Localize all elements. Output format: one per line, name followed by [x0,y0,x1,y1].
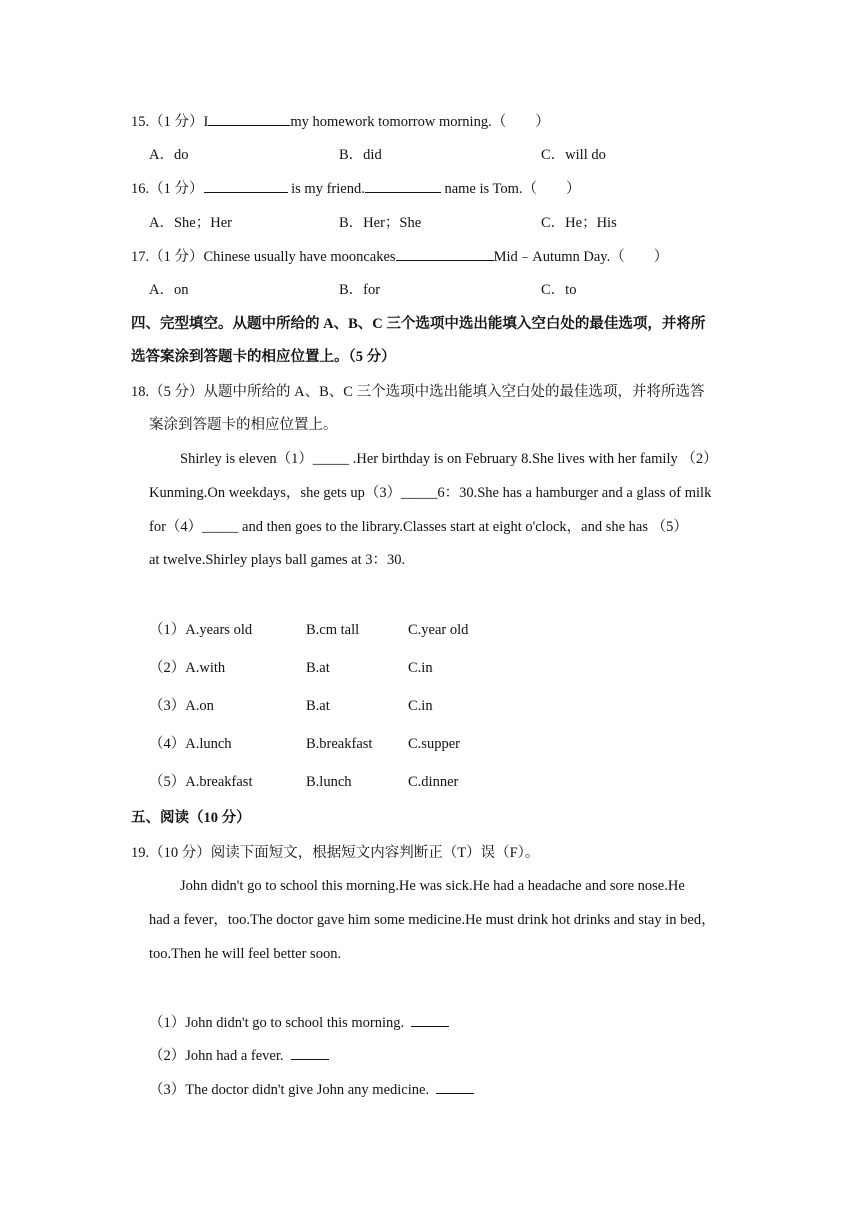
q19-statement-2-text: （2）John had a fever. [149,1048,284,1064]
q19-passage-line-1: John didn't go to school this morning.He was sick.He had a headache and sore nose.He [180,878,685,894]
q17-prefix: 17.（1 分）Chinese usually have mooncakes [131,249,396,265]
q19-passage-line-3: too.Then he will feel better soon. [149,946,342,962]
q18-item-5-option-b[interactable]: B.lunch [306,774,352,790]
q19-statement-2-answer-blank[interactable] [291,1045,329,1060]
q17-suffix: Mid﹣Autumn Day.（ ） [493,249,669,265]
q18-item-1-option-c[interactable]: C.year old [408,622,469,638]
q18-instruction-line-2: 案涂到答题卡的相应位置上。 [149,417,338,433]
q16-suffix: name is Tom.（ ） [440,181,581,197]
q16-option-a[interactable]: A．She；Her [149,215,232,231]
q18-item-2-option-a[interactable]: （2）A.with [149,660,226,676]
section-5-heading: 五、阅读（10 分） [131,810,251,826]
q18-item-5-option-a[interactable]: （5）A.breakfast [149,774,253,790]
question-15 [131,111,550,132]
q18-item-3-option-a[interactable]: （3）A.on [149,698,214,714]
q18-item-2-option-c[interactable]: C.in [408,660,433,676]
q16-prefix: 16.（1 分） [131,181,204,197]
q19-statement-3-text: （3）The doctor didn't give John any medicine. [149,1082,430,1098]
q15-blank[interactable] [208,111,290,126]
section-4-heading-line-2: 选答案涂到答题卡的相应位置上。（5 分） [131,349,396,365]
section-4-heading-line-1: 四、完型填空。从题中所给的 A、B、C 三个选项中选出能填入空白处的最佳选项，并将所 [131,316,706,332]
q18-passage-line-2: Kunming.On weekdays，she gets up（3）_____6：30.She has a hamburger and a glass of milk [149,485,712,501]
q16-option-b[interactable]: B．Her；She [339,215,422,231]
q18-passage-line-3: for（4）_____ and then goes to the library.Classes start at eight o'clock，and she has （5） [149,519,688,535]
q18-instruction-line-1: 18.（5 分）从题中所给的 A、B、C 三个选项中选出能填入空白处的最佳选项，并将所选答 [131,384,705,400]
q15-option-c[interactable]: C．will do [541,147,606,163]
q17-option-a[interactable]: A．on [149,282,189,298]
q16-blank-1[interactable] [204,178,288,193]
q17-option-c[interactable]: C．to [541,282,577,298]
q19-statement-1 [149,1012,449,1033]
q19-statement-3-answer-blank[interactable] [436,1079,474,1094]
q19-statement-1-text: （1）John didn't go to school this morning. [149,1015,405,1031]
question-16 [131,178,581,199]
q18-item-3-option-b[interactable]: B.at [306,698,330,714]
q18-passage-line-4: at twelve.Shirley plays ball games at 3：30. [149,552,406,568]
q18-item-4-option-c[interactable]: C.supper [408,736,460,752]
q15-option-a[interactable]: A．do [149,147,189,163]
q19-statement-1-answer-blank[interactable] [411,1012,449,1027]
q16-middle: is my friend. [287,181,365,197]
q15-suffix: my homework tomorrow morning.（ ） [290,114,550,130]
q19-instruction: 19.（10 分）阅读下面短文，根据短文内容判断正（T）误（F）。 [131,845,540,861]
q18-item-1-option-a[interactable]: （1）A.years old [149,622,253,638]
q16-option-c[interactable]: C．He；His [541,215,617,231]
q18-passage-line-1: Shirley is eleven（1）_____ .Her birthday is on February 8.She lives with her family （2） [180,451,718,467]
q15-option-b[interactable]: B．did [339,147,382,163]
q18-item-2-option-b[interactable]: B.at [306,660,330,676]
q19-statement-2 [149,1045,329,1066]
q18-item-1-option-b[interactable]: B.cm tall [306,622,360,638]
question-17 [131,246,668,267]
q18-item-3-option-c[interactable]: C.in [408,698,433,714]
q18-item-4-option-a[interactable]: （4）A.lunch [149,736,232,752]
q16-blank-2[interactable] [365,178,441,193]
q17-blank[interactable] [396,246,494,261]
q19-statement-3 [149,1079,474,1100]
q15-prefix: 15.（1 分）I [131,114,209,130]
q17-option-b[interactable]: B．for [339,282,381,298]
q19-passage-line-2: had a fever，too.The doctor gave him some medicine.He must drink hot drinks and stay in bed， [149,912,716,928]
q18-item-5-option-c[interactable]: C.dinner [408,774,459,790]
q18-item-4-option-b[interactable]: B.breakfast [306,736,373,752]
